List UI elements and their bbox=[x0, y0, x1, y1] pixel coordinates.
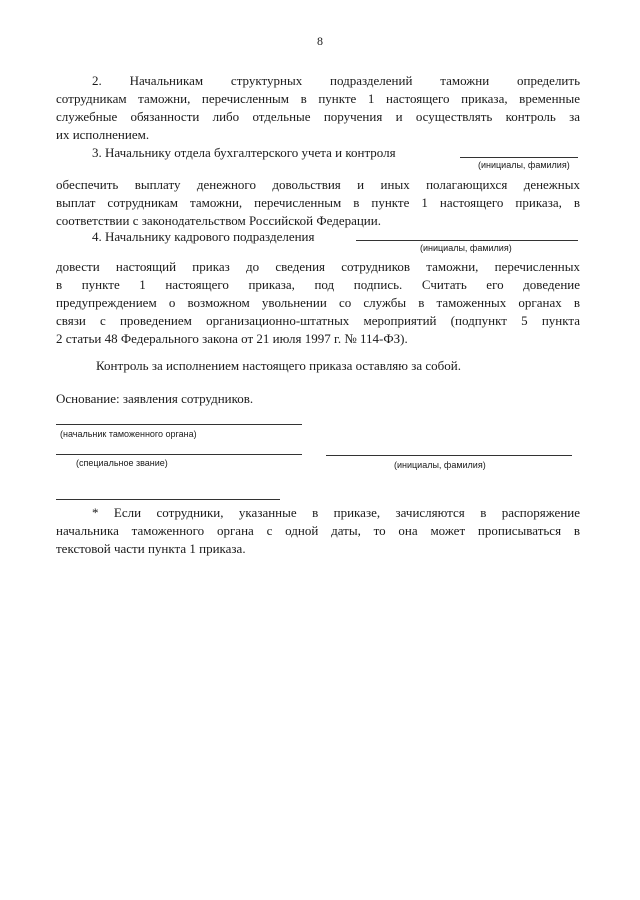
page-number: 8 bbox=[317, 34, 323, 48]
paragraph-2-line: 2. Начальникам структурных подразделений таможни определить bbox=[92, 73, 580, 88]
paragraph-4-line: в пункте 1 настоящего приказа, под подпись. Считать его доведение bbox=[56, 277, 580, 292]
rank-caption: (специальное звание) bbox=[76, 458, 168, 468]
hr-head-name-blank bbox=[356, 240, 578, 241]
paragraph-3-first-line: 3. Начальнику отдела бухгалтерского учета и контроля bbox=[92, 145, 396, 160]
paragraph-3 bbox=[56, 176, 580, 230]
paragraph-2 bbox=[56, 72, 580, 144]
footnote-separator bbox=[56, 499, 280, 500]
name-signature-line bbox=[326, 455, 572, 456]
paragraph-4-line: довести настоящий приказ до сведения сотрудников таможни, перечисленных bbox=[56, 259, 580, 274]
paragraph-4-line: предупреждением о возможном увольнении со службы в таможенных органах в bbox=[56, 295, 580, 310]
paragraph-2-line: сотрудникам таможни, перечисленным в пункте 1 настоящего приказа, временные bbox=[56, 91, 580, 106]
basis-statement: Основание: заявления сотрудников. bbox=[56, 391, 254, 406]
footnote-line: начальника таможенного органа с одной даты, то она может прописываться в bbox=[56, 523, 580, 538]
paragraph-4-first-line: 4. Начальнику кадрового подразделения bbox=[92, 229, 315, 244]
paragraph-4-line: связи с проведением организационно-штатных мероприятий (подпункт 5 пункта bbox=[56, 313, 580, 328]
paragraph-3-line: обеспечить выплату денежного довольствия и иных полагающихся денежных bbox=[56, 177, 580, 192]
hr-head-name-caption: (инициалы, фамилия) bbox=[420, 243, 512, 253]
paragraph-2-line: их исполнением. bbox=[56, 127, 150, 142]
control-statement: Контроль за исполнением настоящего приказа оставляю за собой. bbox=[96, 358, 461, 373]
accountant-name-caption: (инициалы, фамилия) bbox=[478, 160, 570, 170]
footnote bbox=[56, 504, 580, 558]
name-caption: (инициалы, фамилия) bbox=[394, 460, 486, 470]
paragraph-3-line: соответствии с законодательством Российской Федерации. bbox=[56, 213, 381, 228]
footnote-line: * Если сотрудники, указанные в приказе, зачисляются в распоряжение bbox=[92, 505, 580, 520]
head-signature-line bbox=[56, 424, 302, 425]
paragraph-2-line: служебные обязанности либо отдельные поручения и осуществлять контроль за bbox=[56, 109, 580, 124]
accountant-name-blank bbox=[460, 157, 578, 158]
rank-signature-line bbox=[56, 454, 302, 455]
paragraph-3-line: выплат сотрудникам таможни, перечисленным в пункте 1 настоящего приказа, в bbox=[56, 195, 580, 210]
paragraph-4-line: 2 статьи 48 Федерального закона от 21 июля 1997 г. № 114-ФЗ). bbox=[56, 331, 408, 346]
footnote-line: текстовой части пункта 1 приказа. bbox=[56, 541, 246, 556]
paragraph-4 bbox=[56, 258, 580, 348]
head-caption: (начальник таможенного органа) bbox=[60, 429, 197, 439]
